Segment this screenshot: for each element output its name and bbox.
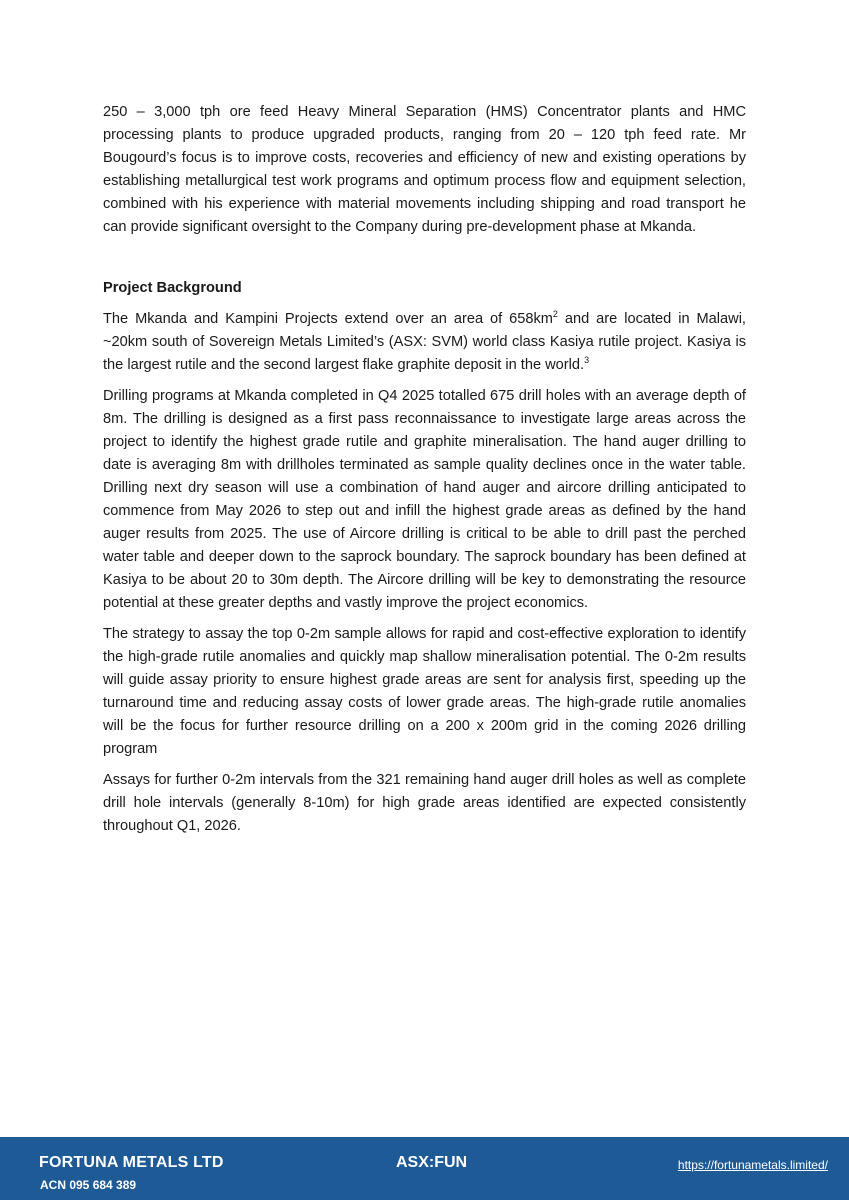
intro-paragraph: 250 – 3,000 tph ore feed Heavy Mineral Separation (HMS) Concentrator plants and HMC processing plants to produce upgraded products, ranging from 20 – 120 tph feed rate. Mr Bougourd’s focus is to improve costs, recoveries and efficiency of new and existing operations by establishing metallurgical test work programs and optimum process flow and equipment selection, combined with his experience with material movements including shipping and road transport he can provide significant oversight to the Company during pre-development phase at Mkanda. bbox=[103, 104, 746, 235]
paragraph-project-overview bbox=[103, 308, 746, 377]
p1-text-b: and are located in Malawi, ~20km south of Sovereign Metals Limited’s (ASX: SVM) world class Kasiya rutile project. Kasiya is the largest rutile and the second largest flake graphite deposit in the world. bbox=[103, 311, 746, 373]
footer-company-name: FORTUNA METALS LTD bbox=[39, 1154, 224, 1171]
paragraph-drilling: Drilling programs at Mkanda completed in Q4 2025 totalled 675 drill holes with an average depth of 8m. The drilling is designed as a first pass reconnaissance to investigate large areas across the project to identify the highest grade rutile and graphite mineralisation. The hand auger drilling to date is averaging 8m with drillholes terminated as sample quality declines once in the water table. Drilling next dry season will use a combination of hand auger and aircore drilling anticipated to commence from May 2026 to step out and infill the highest grade areas as defined by the hand auger results from 2025. The use of Aircore drilling is critical to be able to drill past the perched water table and deeper down to the saprock boundary. The saprock boundary has been defined at Kasiya to be about 20 to 30m depth. The Aircore drilling will be key to demonstrating the resource potential at these greater depths and vastly improve the project economics. bbox=[103, 388, 746, 611]
superscript-squared: 2 bbox=[552, 309, 558, 320]
paragraph-assays: Assays for further 0-2m intervals from the 321 remaining hand auger drill holes as well as complete drill hole intervals (generally 8-10m) for high grade areas identified are expected consistently throughout Q1, 2026. bbox=[103, 772, 746, 834]
section-heading: Project Background bbox=[103, 280, 242, 296]
footer-website-link[interactable]: https://fortunametals.limited/ bbox=[677, 1158, 828, 1172]
footer-acn: ACN 095 684 389 bbox=[40, 1178, 137, 1192]
page-footer bbox=[0, 1137, 849, 1200]
p1-text-a: The Mkanda and Kampini Projects extend over an area of 658km bbox=[103, 311, 553, 327]
footer-ticker: ASX:FUN bbox=[396, 1154, 468, 1171]
document-body bbox=[103, 101, 746, 846]
paragraph-strategy: The strategy to assay the top 0-2m sample allows for rapid and cost-effective exploration to identify the high-grade rutile anomalies and quickly map shallow mineralisation potential. The 0-2m results will guide assay priority to ensure highest grade areas are sent for analysis first, speeding up the turnaround time and reducing assay costs of lower grade areas. The high-grade rutile anomalies will be the focus for further resource drilling on a 200 x 200m grid in the coming 2026 drilling program bbox=[103, 626, 746, 757]
footnote-ref: 3 bbox=[584, 355, 590, 366]
